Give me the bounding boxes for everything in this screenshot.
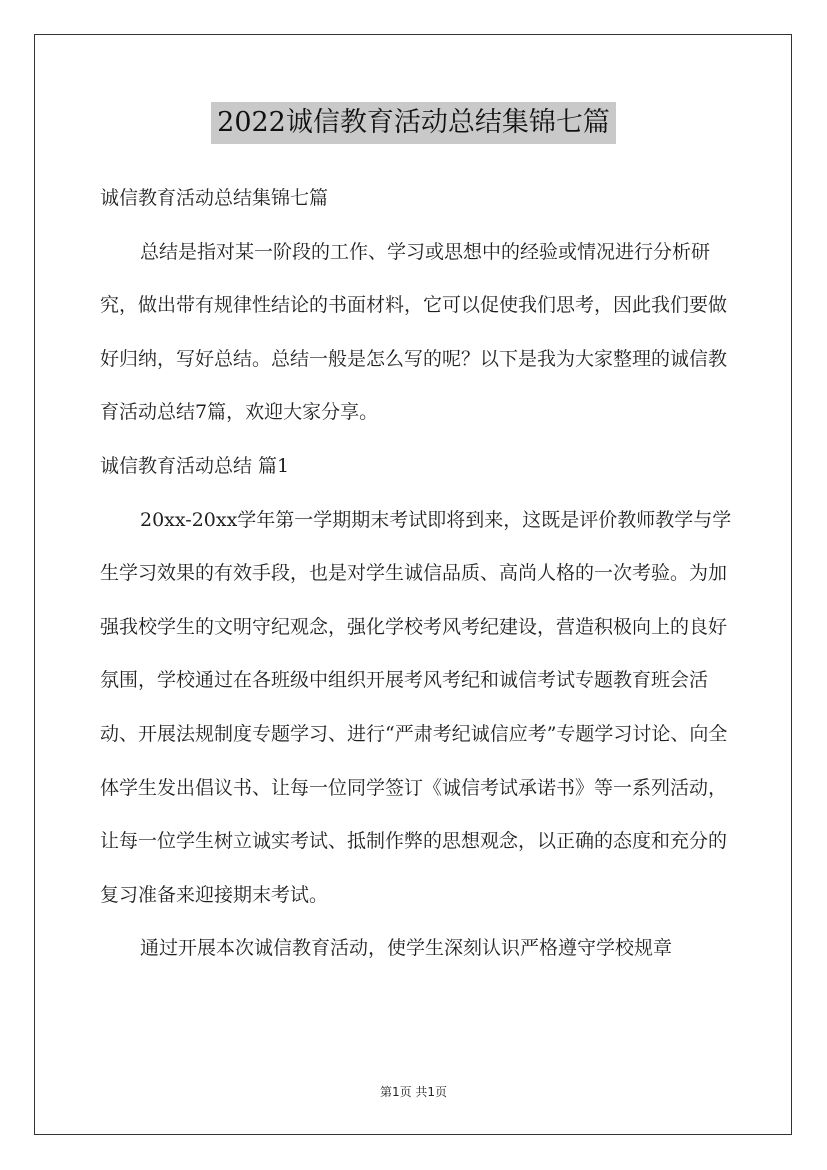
body-paragraph-1: 20xx-20xx学年第一学期期末考试即将到来，这既是评价教师教学与学生学习效果的有效手段，也是对学生诚信品质、高尚人格的一次考验。为加强我校学生的文明守纪观念，强化学校考风考纪建设，营造积极向上的良好氛围，学校通过在各班级中组织开展考风考纪和诚信考试专题教育班会活动、开展法规制度专题学习、进行“严肃考纪诚信应考”专题学习讨论、向全体学生发出倡议书、让每一位同学签订《诚信考试承诺书》等一系列活动，让每一位学生树立诚实考试、抵制作弊的思想观念，以正确的态度和充分的复习准备来迎接期末考试。 — [100, 508, 732, 906]
body-paragraph-2: 通过开展本次诚信教育活动，使学生深刻认识严格遵守学校规章 — [140, 937, 673, 960]
document-title: 2022诚信教育活动总结集锦七篇 — [211, 102, 616, 144]
document-body — [100, 172, 740, 976]
title-container — [0, 102, 827, 144]
intro-paragraph: 总结是指对某一阶段的工作、学习或思想中的经验或情况进行分析研究，做出带有规律性结论的书面材料，它可以促使我们思考，因此我们要做好归纳，写好总结。总结一般是怎么写的呢？以下是我为大家整理的诚信教育活动总结7篇，欢迎大家分享。 — [100, 240, 728, 424]
page-footer: 第1页 共1页 — [379, 1085, 448, 1099]
document-subtitle: 诚信教育活动总结集锦七篇 — [100, 187, 329, 209]
section-heading: 诚信教育活动总结 篇1 — [100, 454, 290, 477]
